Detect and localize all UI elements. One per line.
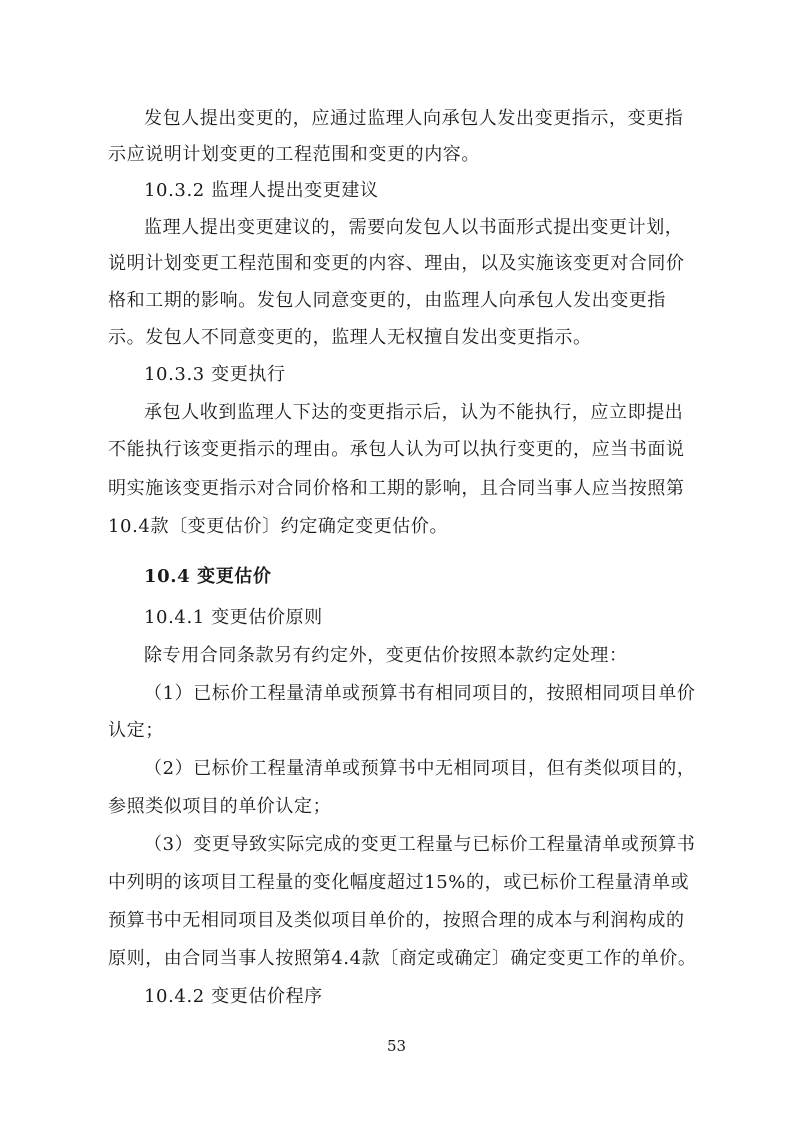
paragraph-line: 承包人收到监理人下达的变更指示后，认为不能执行，应立即提出 [144,402,684,423]
paragraph-line: 说明计划变更工程范围和变更的内容、理由，以及实施该变更对合同价 [108,253,685,274]
paragraph-line: 认定； [108,720,164,741]
paragraph-line: 预算书中无相同项目及类似项目单价的，按照合理的成本与利润构成的 [108,910,685,931]
paragraph-line: 示应说明计划变更的工程范围和变更的内容。 [108,144,480,165]
page-number: 53 [386,1037,407,1055]
paragraph-line: 明实施该变更指示对合同价格和工期的影响，且合同当事人应当按照第 [108,478,685,499]
section-heading-10-4-2: 10.4.2 变更估价程序 [144,986,323,1007]
paragraph-line: 除专用合同条款另有约定外，变更估价按照本款约定处理： [144,645,628,666]
paragraph-line: 示。发包人不同意变更的，监理人无权擅自发出变更指示。 [108,327,592,348]
list-item-3: （3）变更导致实际完成的变更工程量与已标价工程量清单或预算书 [144,834,696,855]
paragraph-line: 不能执行该变更指示的理由。承包人认为可以执行变更的，应当书面说 [108,439,685,460]
paragraph-line: 10.4款〔变更估价〕约定确定变更估价。 [108,516,449,537]
list-item-2: （2）已标价工程量清单或预算书中无相同项目，但有类似项目的， [144,758,696,779]
list-item-1: （1）已标价工程量清单或预算书有相同项目的，按照相同项目单价 [144,683,696,704]
paragraph-line: 中列明的该项目工程量的变化幅度超过15%的，或已标价工程量清单或 [108,872,690,893]
paragraph-line: 发包人提出变更的，应通过监理人向承包人发出变更指示，变更指 [144,108,684,129]
section-heading-10-4-1: 10.4.1 变更估价原则 [144,607,323,628]
paragraph-line: 原则，由合同当事人按照第4.4款〔商定或确定〕确定变更工作的单价。 [108,948,697,969]
section-heading-10-3-3: 10.3.3 变更执行 [144,364,286,385]
paragraph-line: 参照类似项目的单价认定； [108,796,332,817]
section-heading-10-4: 10.4 变更估价 [144,566,272,587]
section-heading-10-3-2: 10.3.2 监理人提出变更建议 [144,180,379,201]
paragraph-line: 格和工期的影响。发包人同意变更的，由监理人向承包人发出变更指 [108,290,666,311]
paragraph-line: 监理人提出变更建议的，需要向发包人以书面形式提出变更计划， [144,217,684,238]
